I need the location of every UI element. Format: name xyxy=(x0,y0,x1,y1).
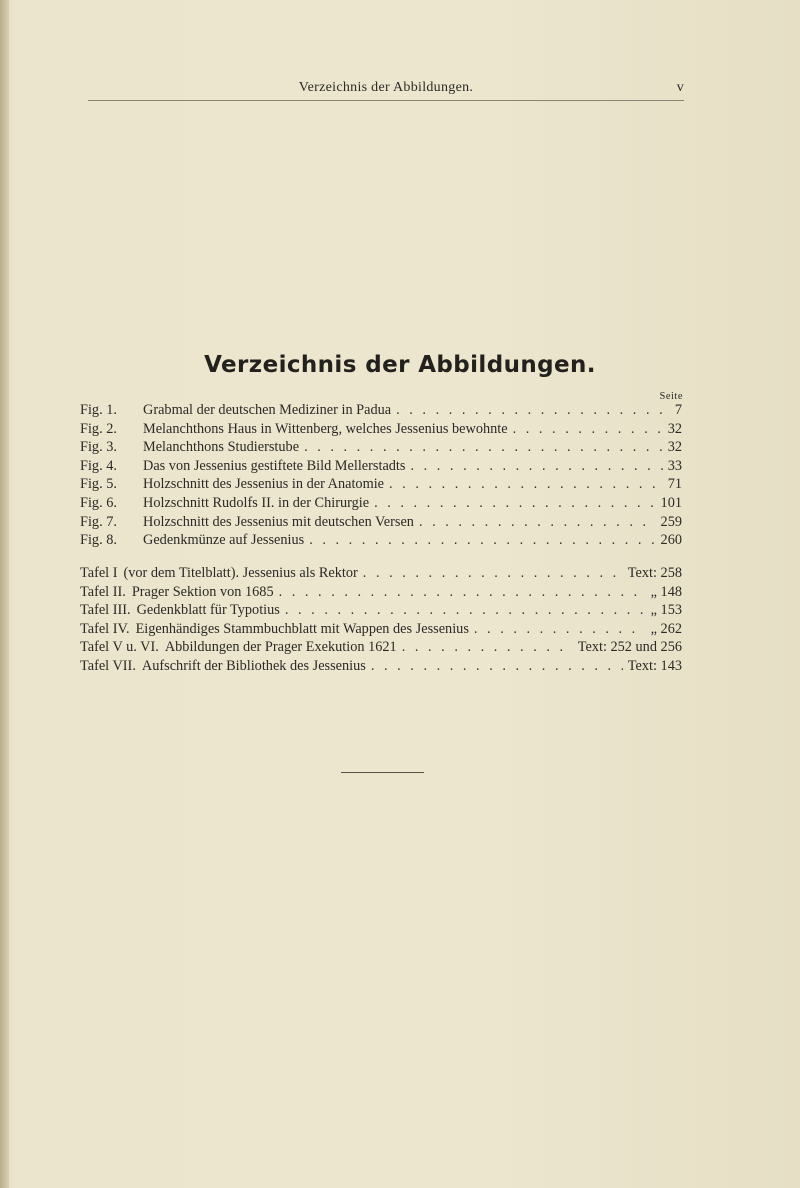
dot-leader xyxy=(474,621,646,638)
figure-label: Fig. 8. xyxy=(80,532,117,549)
figure-label: Fig. 4. xyxy=(80,457,117,474)
plate-label: Tafel V u. VI. xyxy=(80,639,159,656)
figure-label: Fig. 7. xyxy=(80,513,117,530)
plate-caption: Aufschrift der Bibliothek des Jessenius xyxy=(141,657,366,674)
plate-page: „ 262 xyxy=(650,620,682,637)
figure-label: Fig. 1. xyxy=(80,402,117,418)
figure-label: Fig. 5. xyxy=(80,476,117,493)
plate-caption: Abbildungen der Prager Exekution 1621 xyxy=(164,639,397,656)
figure-page: 259 xyxy=(660,513,682,530)
figure-caption: Holzschnitt des Jessenius in der Anatomie xyxy=(143,476,385,493)
dot-leader xyxy=(371,658,623,675)
dot-leader xyxy=(396,402,670,419)
plate-list xyxy=(80,565,682,677)
plate-entry xyxy=(80,602,682,621)
dot-leader xyxy=(410,458,662,475)
dot-leader xyxy=(304,439,663,456)
figure-page: 71 xyxy=(667,476,682,493)
running-header xyxy=(88,78,684,101)
plate-label: Tafel IV. xyxy=(80,620,130,637)
figure-caption: Melanchthons Haus in Wittenberg, welches Jessenius bewohnte xyxy=(143,420,508,437)
figure-page: 260 xyxy=(660,532,682,549)
figure-entry xyxy=(80,495,682,514)
page-title: Verzeichnis der Abbildungen. xyxy=(204,352,596,378)
figure-label: Fig. 6. xyxy=(80,494,117,511)
plate-caption: (vor dem Titelblatt). Jessenius als Rektor xyxy=(123,565,358,581)
dot-leader xyxy=(513,421,663,438)
plate-caption: Eigenhändiges Stammbuchblatt mit Wappen des Jessenius xyxy=(135,620,469,637)
plate-entry xyxy=(80,565,682,584)
plate-page: „ 153 xyxy=(650,602,682,619)
section-end-rule xyxy=(341,772,424,773)
plate-entry xyxy=(80,639,682,658)
plate-label: Tafel VII. xyxy=(80,657,136,674)
figure-entry xyxy=(80,421,682,440)
dot-leader xyxy=(363,565,623,582)
figure-page: 101 xyxy=(660,494,682,511)
running-title: Verzeichnis der Abbildungen. xyxy=(298,80,474,95)
figure-caption: Holzschnitt des Jessenius mit deutschen Versen xyxy=(143,513,414,530)
figure-caption: Holzschnitt Rudolfs II. in der Chirurgie xyxy=(143,494,370,511)
figure-page: 32 xyxy=(667,420,682,437)
plate-page: Text: 252 und 256 xyxy=(577,639,682,656)
plate-label: Tafel III. xyxy=(80,602,131,619)
figure-caption: Gedenkmünze auf Jessenius xyxy=(143,532,305,549)
dot-leader xyxy=(419,514,656,531)
figure-caption: Grabmal der deutschen Mediziner in Padua xyxy=(143,402,392,418)
dot-leader xyxy=(389,476,663,493)
plate-entry xyxy=(80,621,682,640)
page-column-label: Seite xyxy=(659,391,683,402)
page-spine-shadow xyxy=(0,0,9,1188)
figure-label: Fig. 2. xyxy=(80,420,117,437)
figure-entry xyxy=(80,402,682,421)
dot-leader xyxy=(309,532,655,549)
figure-entry xyxy=(80,439,682,458)
dot-leader xyxy=(279,584,646,601)
plate-entry xyxy=(80,584,682,603)
figure-list xyxy=(80,402,682,551)
figure-entry xyxy=(80,476,682,495)
figure-caption: Melanchthons Studierstube xyxy=(143,439,300,456)
plate-page: Text: 258 xyxy=(627,565,682,581)
plate-entry xyxy=(80,658,682,677)
figure-caption: Das von Jessenius gestiftete Bild Mellerstadts xyxy=(143,457,406,474)
dot-leader xyxy=(402,639,573,656)
figure-page: 33 xyxy=(667,457,682,474)
figure-page: 7 xyxy=(674,402,682,418)
plate-caption: Gedenkblatt für Typotius xyxy=(136,602,280,619)
plate-label: Tafel II. xyxy=(80,583,126,600)
figure-entry xyxy=(80,532,682,551)
page-number: v xyxy=(676,80,684,95)
figure-page: 32 xyxy=(667,439,682,456)
plate-caption: Prager Sektion von 1685 xyxy=(131,583,274,600)
plate-page: „ 148 xyxy=(650,583,682,600)
plate-label: Tafel I xyxy=(80,565,118,581)
plate-page: Text: 143 xyxy=(627,657,682,674)
dot-leader xyxy=(285,602,646,619)
figure-entry xyxy=(80,458,682,477)
figure-label: Fig. 3. xyxy=(80,439,117,456)
figure-entry xyxy=(80,514,682,533)
dot-leader xyxy=(374,495,655,512)
